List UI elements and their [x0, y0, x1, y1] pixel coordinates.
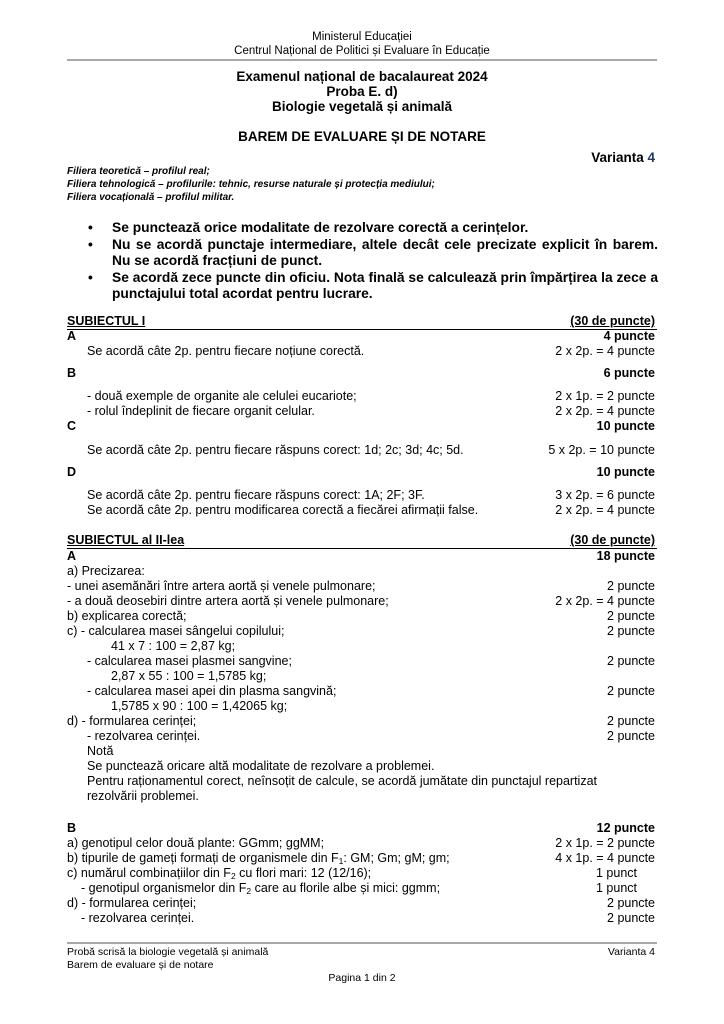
rule-text: Se acordă zece puncte din oficiu. Nota finală se calculează prin împărțirea la zece a punctajului total acordat pentru lucrare.: [112, 270, 658, 301]
score-value: 2 x 1p. = 2 puncte: [555, 836, 655, 850]
score-value: 2 puncte: [607, 896, 655, 910]
score-line: [67, 404, 655, 419]
subject-title: Biologie vegetală și animală: [271, 99, 453, 114]
item-label: A: [67, 549, 77, 563]
score-text: a) genotipul celor două plante: GGmm; ggMM;: [67, 836, 325, 850]
score-line: [67, 609, 655, 624]
score-text: - calcularea masei plasmei sangvine;: [87, 654, 292, 668]
score-text: b) explicarea corectă;: [67, 609, 187, 623]
filiera-vocationala: Filiera vocațională – profilul militar.: [67, 192, 235, 203]
score-text: Se acordă câte 2p. pentru fiecare răspuns corect: 1A; 2F; 3F.: [87, 488, 425, 502]
item-header-2A: [67, 549, 655, 564]
score-line: [67, 866, 655, 881]
note-line: [67, 789, 655, 804]
section-title: SUBIECTUL I: [67, 314, 146, 328]
score-text: - rezolvarea cerinței.: [81, 911, 195, 925]
bullet-icon: •: [88, 270, 93, 285]
score-value: 2 puncte: [607, 654, 655, 668]
note-line: [67, 759, 655, 774]
score-text: - rezolvarea cerinței.: [87, 729, 201, 743]
item-header-1C: [67, 419, 655, 434]
item-points: 10 puncte: [596, 419, 655, 433]
score-value: 2 x 2p. = 4 puncte: [555, 404, 655, 418]
section-points: (30 de puncte): [570, 314, 655, 328]
center-name: Centrul Național de Politici și Evaluare în Educație: [234, 45, 490, 57]
text-part: cu flori mari: 12 (12/16);: [235, 866, 372, 880]
text-part: c) numărul combinațiilor din F: [67, 866, 231, 880]
score-text: [67, 881, 440, 896]
ministry-name: Ministerul Educației: [312, 31, 412, 43]
calc-line: [67, 699, 655, 714]
section-points: (30 de puncte): [570, 533, 655, 547]
text-part: b) tipurile de gameți formați de organismele din F: [67, 851, 339, 865]
item-label: B: [67, 821, 77, 835]
score-line: [67, 851, 655, 866]
rule-text: Se punctează orice modalitate de rezolvare corectă a cerințelor.: [112, 220, 529, 235]
score-value: 2 puncte: [607, 609, 655, 623]
score-value: 4 x 1p. = 4 puncte: [555, 851, 655, 865]
item-points: 10 puncte: [596, 465, 655, 479]
score-value: 2 x 2p. = 4 puncte: [555, 594, 655, 608]
calc-line: [67, 639, 655, 654]
score-line: [67, 896, 655, 911]
item-header-1A: [67, 329, 655, 344]
score-value: 1 punct: [595, 866, 637, 880]
item-header-1D: [67, 465, 655, 480]
note-title: [67, 744, 655, 759]
score-line: [67, 654, 655, 669]
score-value: 2 x 2p. = 4 puncte: [555, 503, 655, 517]
footer-barem-name: Barem de evaluare și de notare: [67, 959, 214, 971]
calc-line: [67, 669, 655, 684]
variant-number: 4: [647, 150, 655, 165]
score-line: [67, 443, 655, 458]
filiera-teoretica: Filiera teoretică – profilul real;: [67, 166, 210, 177]
item-points: 18 puncte: [596, 549, 655, 563]
score-text: - calcularea masei apei din plasma sangvină;: [87, 684, 337, 698]
text-part: - genotipul organismelor din F: [81, 881, 247, 895]
score-text: Se acordă câte 2p. pentru modificarea corectă a fiecărei afirmații false.: [87, 503, 479, 517]
score-line: [67, 881, 655, 896]
footer-divider: [67, 942, 657, 944]
score-value: 2 puncte: [607, 911, 655, 925]
score-text: d) - formularea cerinței;: [67, 896, 197, 910]
bullet-icon: •: [88, 237, 93, 252]
score-text: - a două deosebiri dintre artera aortă și venele pulmonare;: [67, 594, 389, 608]
item-label: B: [67, 366, 77, 380]
score-line: [67, 488, 655, 503]
score-line: [67, 714, 655, 729]
score-value: 2 x 2p. = 4 puncte: [555, 344, 655, 358]
score-value: 2 puncte: [607, 684, 655, 698]
subscript: 2: [230, 871, 236, 881]
item-header-1B: [67, 366, 655, 381]
footer-exam-name: Probă scrisă la biologie vegetală și animală: [67, 946, 269, 958]
score-value: 2 puncte: [607, 624, 655, 638]
section-subiect-1-header: [67, 314, 657, 330]
score-text: [67, 866, 371, 881]
page-number: Pagina 1 din 2: [328, 972, 396, 984]
calc-text: 2,87 x 55 : 100 = 1,5785 kg;: [111, 669, 267, 683]
score-value: 2 puncte: [607, 729, 655, 743]
item-label: A: [67, 329, 77, 343]
score-line: [67, 684, 655, 699]
score-line: [67, 836, 655, 851]
note-label: Notă: [87, 744, 114, 758]
exam-title: Examenul național de bacalaureat 2024: [236, 69, 488, 84]
note-line: [67, 774, 655, 789]
filiera-tehnologica: Filiera tehnologică – profilurile: tehnic, resurse naturale și protecția mediului;: [67, 179, 435, 190]
score-value: 3 x 2p. = 6 puncte: [555, 488, 655, 502]
score-value: 2 x 1p. = 2 puncte: [555, 389, 655, 403]
item-label: C: [67, 419, 77, 433]
score-text: Se acordă câte 2p. pentru fiecare răspuns corect: 1d; 2c; 3d; 4c; 5d.: [87, 443, 464, 457]
rule-text: Nu se acordă punctaje intermediare, altele decât cele precizate explicit în barem. Nu se acordă fracțiuni de punct.: [112, 237, 658, 268]
variant-text: Varianta: [591, 150, 644, 165]
score-value: 2 puncte: [607, 579, 655, 593]
barem-title: BAREM DE EVALUARE ȘI DE NOTARE: [238, 129, 486, 144]
score-text: d) - formularea cerinței;: [67, 714, 197, 728]
score-value: 5 x 2p. = 10 puncte: [548, 443, 655, 457]
score-value: 1 punct: [595, 881, 637, 895]
text-part: care au florile albe și mici: ggmm;: [251, 881, 441, 895]
text-part: : GM; Gm; gM; gm;: [343, 851, 450, 865]
item-points: 12 puncte: [596, 821, 655, 835]
header-divider: [67, 59, 657, 61]
score-text: Se acordă câte 2p. pentru fiecare noțiune corectă.: [87, 344, 365, 358]
bullet-icon: •: [88, 220, 93, 235]
proba-title: Proba E. d): [326, 84, 398, 99]
score-text: - unei asemănări între artera aortă și venele pulmonare;: [67, 579, 376, 593]
score-text: a) Precizarea:: [67, 564, 145, 578]
score-line: [67, 564, 655, 579]
section-subiect-2-header: [67, 533, 657, 549]
footer-variant: Varianta 4: [607, 946, 655, 958]
item-label: D: [67, 465, 77, 479]
score-text: c) - calcularea masei sângelui copilului;: [67, 624, 285, 638]
score-value: 2 puncte: [607, 714, 655, 728]
score-line: [67, 624, 655, 639]
section-title: SUBIECTUL al II-lea: [67, 533, 185, 547]
score-line: [67, 911, 655, 926]
score-line: [67, 344, 655, 359]
note-text: Se punctează oricare altă modalitate de rezolvare a problemei.: [87, 759, 435, 773]
item-points: 6 puncte: [603, 366, 655, 380]
subscript: 2: [246, 886, 252, 896]
score-text: [67, 851, 450, 866]
score-text: - două exemple de organite ale celulei eucariote;: [87, 389, 357, 403]
score-line: [67, 389, 655, 404]
item-points: 4 puncte: [603, 329, 655, 343]
note-text: Pentru raționamentul corect, neînsoțit de calcule, se acordă jumătate din punctajul repartizat: [87, 774, 598, 788]
score-text: - rolul îndeplinit de fiecare organit celular.: [87, 404, 315, 418]
item-header-2B: [67, 821, 655, 836]
calc-text: 41 x 7 : 100 = 2,87 kg;: [111, 639, 236, 653]
subscript: 1: [338, 856, 344, 866]
note-text: rezolvării problemei.: [87, 789, 199, 803]
score-line: [67, 579, 655, 594]
score-line: [67, 594, 655, 609]
score-line: [67, 729, 655, 744]
calc-text: 1,5785 x 90 : 100 = 1,42065 kg;: [111, 699, 288, 713]
variant-label: [591, 150, 655, 165]
score-line: [67, 503, 655, 518]
